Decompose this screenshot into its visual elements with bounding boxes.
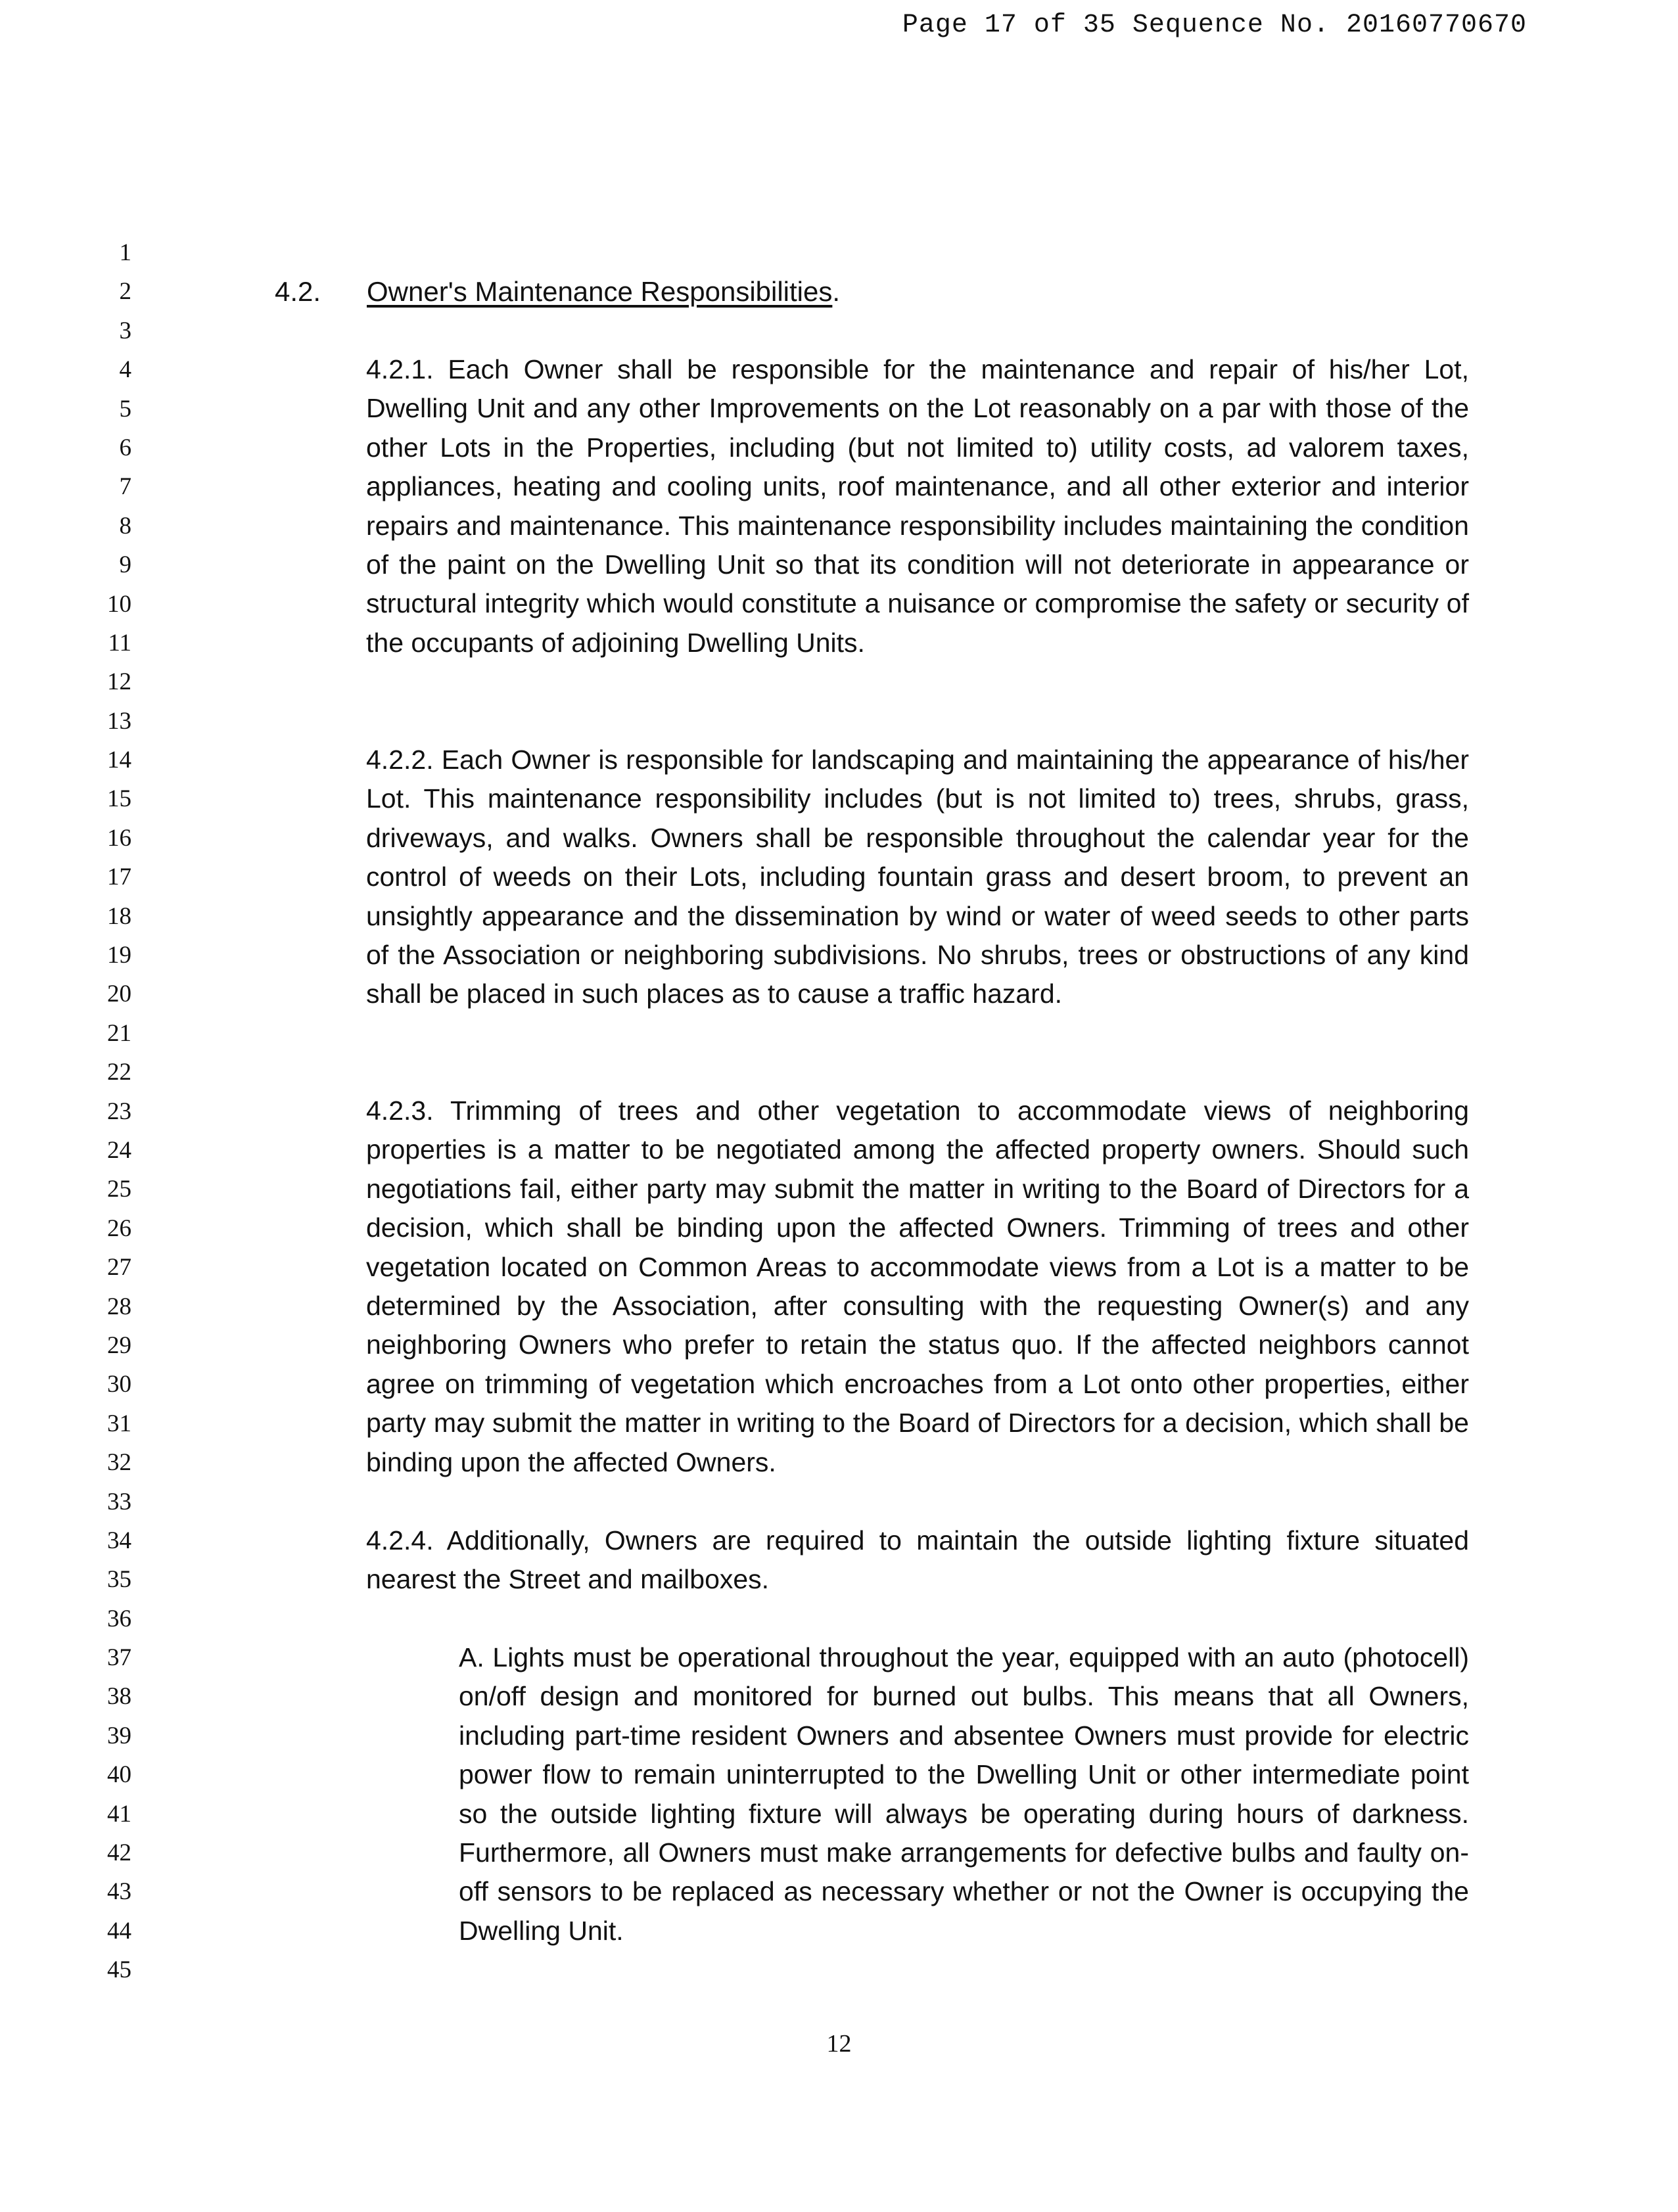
line-number: 8: [119, 512, 131, 540]
line-number: 26: [107, 1214, 131, 1242]
line-number: 19: [107, 942, 131, 969]
line-number: 20: [107, 980, 131, 1008]
section-title: Owner's Maintenance Responsibilities: [367, 276, 833, 307]
line-number: 43: [107, 1878, 131, 1906]
line-number: 31: [107, 1410, 131, 1437]
page-number: 12: [826, 2030, 852, 2058]
line-number: 7: [119, 473, 131, 501]
line-number: 25: [107, 1176, 131, 1203]
line-number: 2: [119, 278, 131, 306]
subparagraph-a: A. Lights must be operational throughout the year, equipped with an auto (photocell) on/off design and monitored for burned out bulbs. This means that all Owners, including part-time resident Owners and absentee Owners must provide for electric power flow to remain uninterrupted to the Dwelling Unit or other intermediate point so the outside lighting fixture will always be operating during hours of darkness. Furthermore, all Owners must make arrangements for defective bulbs and faulty on-off sensors to be replaced as necessary whether or not the Owner is occupying the Dwelling Unit.: [459, 1642, 1469, 1946]
line-number: 44: [107, 1917, 131, 1945]
line-number: 38: [107, 1683, 131, 1711]
section-title-period: .: [832, 276, 841, 307]
line-number: 17: [107, 864, 131, 891]
paragraph-4-2-3: 4.2.3. Trimming of trees and other vegetation to accommodate views of neighboring properties is a matter to be negotiated among the affected property owners. Should such negotiations fail, either party may submit the matter in writing to the Board of Directors for a decision, which shall be binding upon the affected Owners. Trimming of trees and other vegetation located on Common Areas to accommodate views from a Lot is a matter to be determined by the Association, after consulting with the requesting Owner(s) and any neighboring Owners who prefer to retain the status quo. If the affected neighbors cannot agree on trimming of vegetation which encroaches from a Lot onto other properties, either party may submit the matter in writing to the Board of Directors for a decision, which shall be binding upon the affected Owners.: [366, 1095, 1469, 1477]
line-number: 18: [107, 902, 131, 930]
line-number: 14: [107, 747, 131, 774]
paragraph-4-2-1: 4.2.1. Each Owner shall be responsible for the maintenance and repair of his/her Lot, Dwelling Unit and any other Improvements on the Lot reasonably on a par with those of the other Lots in the Properties, including (but not limited to) utility costs, ad valorem taxes, appliances, heating and cooling units, roof maintenance, and all other exterior and interior repairs and maintenance. This maintenance responsibility includes maintaining the condition of the paint on the Dwelling Unit so that its condition will not deteriorate in appearance or structural integrity which would constitute a nuisance or compromise the safety or security of the occupants of adjoining Dwelling Units.: [366, 354, 1469, 658]
line-number: 22: [107, 1059, 131, 1086]
line-number: 33: [107, 1488, 131, 1515]
section-heading: [275, 272, 840, 311]
line-number: 24: [107, 1136, 131, 1164]
line-number: 3: [119, 317, 131, 344]
line-number: 40: [107, 1761, 131, 1789]
line-number: 23: [107, 1097, 131, 1125]
section-number: 4.2.: [275, 276, 321, 307]
line-number: 30: [107, 1371, 131, 1398]
paragraph-4-2-4: 4.2.4. Additionally, Owners are required to maintain the outside lighting fixture situated nearest the Street and mailboxes.: [366, 1525, 1469, 1595]
line-number: 37: [107, 1644, 131, 1672]
line-number: 35: [107, 1566, 131, 1594]
line-number: 27: [107, 1254, 131, 1281]
line-number: 21: [107, 1019, 131, 1047]
line-number: 42: [107, 1839, 131, 1867]
line-number: 32: [107, 1449, 131, 1477]
page-sequence-header: Page 17 of 35 Sequence No. 20160770670: [902, 11, 1527, 40]
line-number: 11: [108, 629, 131, 657]
line-number: 41: [107, 1800, 131, 1828]
paragraph-4-2-2: 4.2.2. Each Owner is responsible for landscaping and maintaining the appearance of his/her Lot. This maintenance responsibility includes (but is not limited to) trees, shrubs, grass, driveways, and walks. Owners shall be responsible throughout the calendar year for the control of weeds on their Lots, including fountain grass and desert broom, to prevent an unsightly appearance and the dissemination by wind or water of weed seeds to other parts of the Association or neighboring subdivisions. No shrubs, trees or obstructions of any kind shall be placed in such places as to cause a traffic hazard.: [366, 745, 1469, 1009]
line-number: 1: [119, 239, 131, 266]
line-number: 39: [107, 1722, 131, 1749]
line-number: 10: [107, 590, 131, 618]
line-number: 16: [107, 824, 131, 852]
line-number: 5: [119, 395, 131, 423]
line-number: 12: [107, 668, 131, 696]
line-number: 36: [107, 1605, 131, 1632]
line-number: 13: [107, 707, 131, 735]
line-number: 15: [107, 785, 131, 813]
line-number: 6: [119, 434, 131, 461]
line-number: 29: [107, 1331, 131, 1359]
line-number: 34: [107, 1527, 131, 1554]
line-number: 28: [107, 1293, 131, 1320]
line-number: 4: [119, 356, 131, 384]
line-number: 45: [107, 1956, 131, 1984]
line-number-gutter: [66, 233, 131, 1990]
line-number: 9: [119, 551, 131, 579]
